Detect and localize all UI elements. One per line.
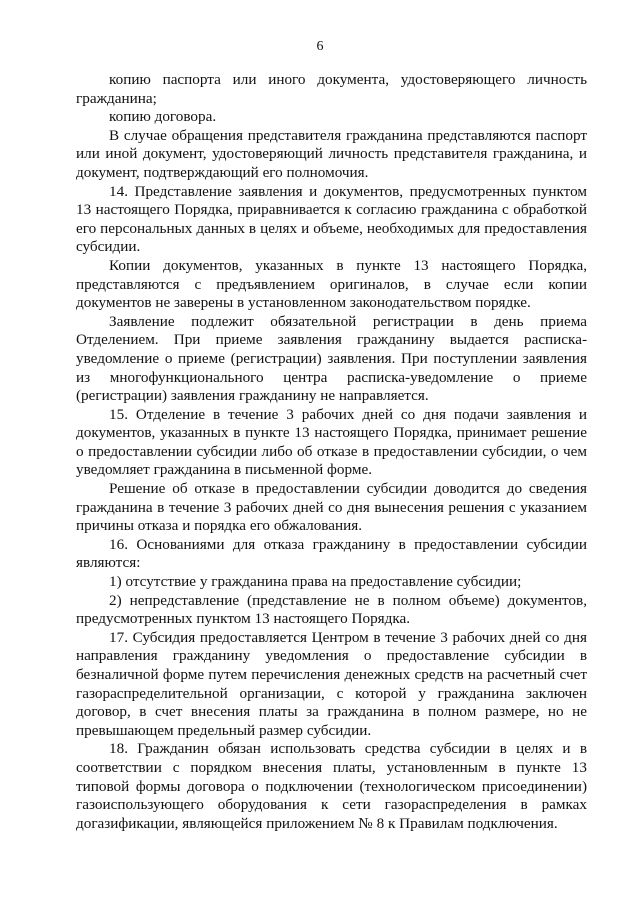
paragraph-refusal-notice: Решение об отказе в предоставлении субсидии доводится до сведения гражданина в течение 3 рабочих дней со дня вынесения решения с указанием причины отказа и порядка его обжалования. [76,480,587,535]
paragraph-document-copies: Копии документов, указанных в пункте 13 настоящего Порядка, представляются с предъявлением оригиналов, в случае если копии документов не заверены в установленном законодательством порядке. [76,256,587,312]
paragraph-contract-copy: копию договора. [109,108,217,126]
paragraph-item-16: 16. Основаниями для отказа гражданину в предоставлении субсидии являются: [76,535,587,572]
paragraph-item-15: 15. Отделение в течение 3 рабочих дней со дня подачи заявления и документов, указанных в пункте 13 настоящего Порядка, принимает решение о предоставлении субсидии либо об отказе в предоставлении субсидии, о чем уведомляет гражданина в письменной форме. [76,405,587,479]
paragraph-representative: В случае обращения представителя гражданина представляются паспорт или иной документ, удостоверяющий личность представителя гражданина, и документ, подтверждающий его полномочия. [76,126,587,181]
paragraph-item-17: 17. Субсидия предоставляется Центром в течение 3 рабочих дней со дня направления гражданину уведомления о предоставление субсидии в безналичной форме путем перечисления денежных средств на расчетный счет газораспределительной организации, с которой у гражданина заключен договор, в счет внесения платы за гражданина в полном размере, но не превышающем предельный размер субсидии. [76,628,587,739]
paragraph-item-18: 18. Гражданин обязан использовать средства субсидии в целях и в соответствии с порядком внесения платы, установленным в пункте 13 типовой формы договора о подключении (технологическом присоединении) газоиспользующего оборудования к сети газораспределения в рамках догазификации, являющейся приложением № 8 к Правилам подключения. [76,740,587,832]
paragraph-registration: Заявление подлежит обязательной регистрации в день приема Отделением. При приеме заявления гражданину выдается расписка-уведомление о приеме (регистрации) заявления. При поступлении заявления из многофункционального центра расписка-уведомление о приеме (регистрации) заявления гражданину не направляется. [76,312,587,405]
paragraph-refusal-reason-1: 1) отсутствие у гражданина права на предоставление субсидии; [109,573,522,591]
page-number: 6 [316,39,324,54]
document-body [76,71,587,833]
paragraph-passport-copy: копию паспорта или иного документа, удостоверяющего личность гражданина; [76,71,587,107]
paragraph-item-14: 14. Представление заявления и документов, предусмотренных пунктом 13 настоящего Порядка, приравнивается к согласию гражданина с обработкой его персональных данных в целях и объеме, необходимых для предоставления субсидии. [76,182,587,256]
paragraph-refusal-reason-2: 2) непредставление (представление не в полном объеме) документов, предусмотренных пунктом 13 настоящего Порядка. [76,591,587,628]
